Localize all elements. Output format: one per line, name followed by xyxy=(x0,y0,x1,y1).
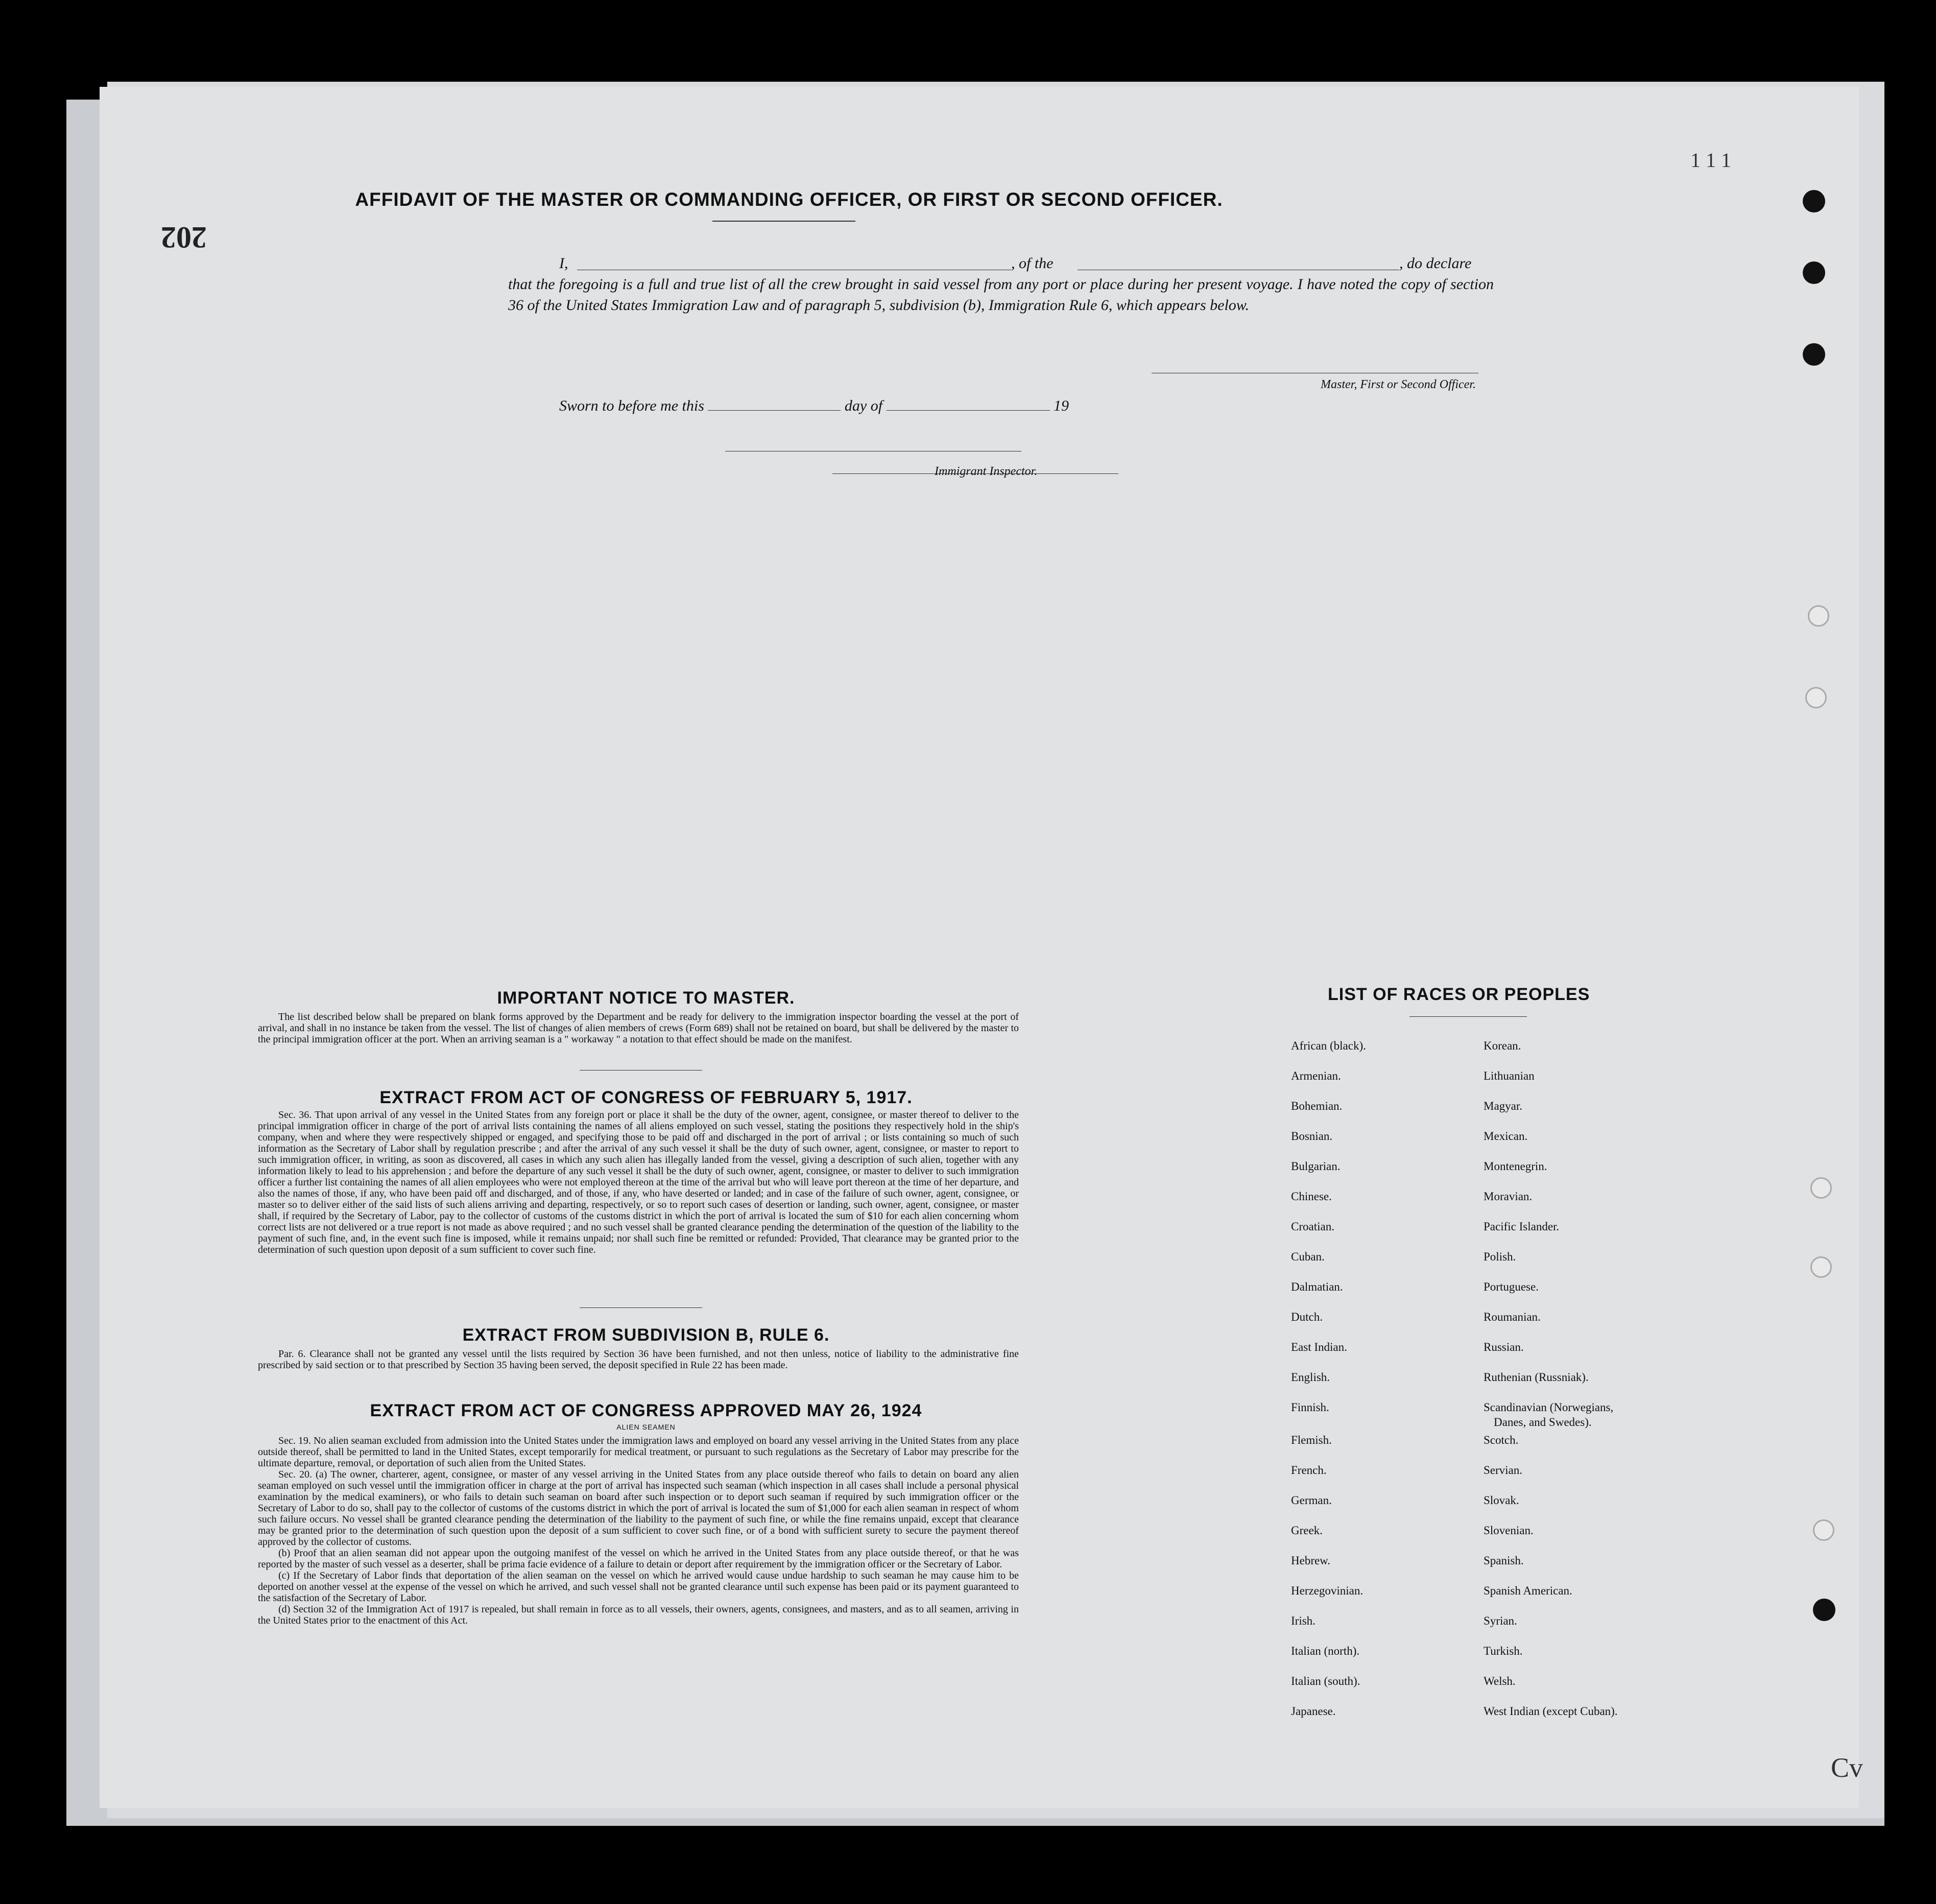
master-signature-label: Master, First or Second Officer. xyxy=(1321,378,1476,391)
race-item: Korean. xyxy=(1484,1039,1521,1052)
race-item: African (black). xyxy=(1291,1039,1366,1052)
race-item-continued: Danes, and Swedes). xyxy=(1494,1416,1592,1429)
race-item: West Indian (except Cuban). xyxy=(1484,1705,1618,1718)
extract-1924-title: EXTRACT FROM ACT OF CONGRESS APPROVED MAY 26, 1924 xyxy=(370,1401,922,1420)
race-item: Slovak. xyxy=(1484,1494,1519,1507)
binder-hole-icon xyxy=(1813,1599,1835,1621)
race-item: Roumanian. xyxy=(1484,1311,1541,1323)
race-item: Chinese. xyxy=(1291,1190,1332,1203)
alien-seamen-subtitle: ALIEN SEAMEN xyxy=(616,1423,676,1431)
race-item: English. xyxy=(1291,1371,1330,1384)
binder-hole-icon xyxy=(1808,605,1829,627)
binder-hole-icon xyxy=(1803,261,1825,284)
affidavit-i: I, xyxy=(559,255,568,272)
affidavit-statement xyxy=(508,253,1494,316)
paragraph: Sec. 20. (a) The owner, charterer, agent, consignee, or master of any vessel arriving in the United States from any place outside thereof who fails to detain on board any alien seaman employed on such vessel until the immigration officer in charge at the port of arrival has inspected such seaman (which inspection in all cases shall include a personal physical examination by the medical examiners), or who fails to detain such seaman on board after such inspection or to deport such seaman if required by such immigration officer or the Secretary of Labor to do so, shall pay to the collector of customs of the customs district in which the port of arrival is located the sum of $1,000 for each alien seaman in respect of whom such failure occurs. No vessel shall be granted clearance pending the determination of the liability to the payment of such fine, or while the fine remains unpaid, except that clearance may be granted prior to the determination of such question upon the deposit of a sum sufficient to cover such fine, or of a bond with sufficient surety to secure the payment thereof approved by the collector of customs. xyxy=(258,1469,1019,1548)
paragraph: Sec. 19. No alien seaman excluded from admission into the United States under the immigration laws and employed on board any vessel arriving in the United States from any place outside thereof, shall be permitted to land in the United States, except temporarily for medical treatment, or pursuant to such regulations as the Secretary of Labor may prescribe for the ultimate departure, removal, or deportation of such alien from the United States. xyxy=(258,1435,1019,1469)
extract-rule6-body: Par. 6. Clearance shall not be granted any vessel until the lists required by Section 36 have been furnished, and not then unless, notice of liability to the administrative fine prescribed by said section or to that prescribed by Section 35 having been served, the deposit specified in Rule 22 has been made. xyxy=(258,1348,1019,1371)
binder-hole-icon xyxy=(1810,1256,1832,1278)
paragraph: (d) Section 32 of the Immigration Act of 1917 is repealed, but shall remain in force as to all vessels, their owners, agents, consignees, and masters, and as to all seamen, arriving in the United States prior to the enactment of this Act. xyxy=(258,1604,1019,1626)
race-item: Hebrew. xyxy=(1291,1554,1331,1567)
divider xyxy=(1409,1016,1527,1017)
race-item: Bohemian. xyxy=(1291,1100,1343,1112)
race-item: Turkish. xyxy=(1484,1645,1523,1657)
extract-rule6-title: EXTRACT FROM SUBDIVISION B, RULE 6. xyxy=(462,1325,830,1345)
binder-hole-icon xyxy=(1803,343,1825,366)
race-item: Montenegrin. xyxy=(1484,1160,1547,1173)
race-item: Spanish American. xyxy=(1484,1584,1572,1597)
binder-hole-icon xyxy=(1810,1177,1832,1199)
race-item: Magyar. xyxy=(1484,1100,1523,1112)
binder-hole-icon xyxy=(1805,687,1827,708)
race-item: Cuban. xyxy=(1291,1250,1325,1263)
page-number: 202 xyxy=(161,221,207,254)
race-item: Bulgarian. xyxy=(1291,1160,1341,1173)
race-item: Spanish. xyxy=(1484,1554,1524,1567)
affidavit-title: AFFIDAVIT OF THE MASTER OR COMMANDING OFFICER, OR FIRST OR SECOND OFFICER. xyxy=(355,189,1223,210)
race-item: Greek. xyxy=(1291,1524,1323,1537)
divider xyxy=(712,221,855,222)
race-item: Croatian. xyxy=(1291,1220,1334,1233)
race-item: Moravian. xyxy=(1484,1190,1533,1203)
affidavit-declare: , do declare xyxy=(1399,255,1472,272)
race-item: Servian. xyxy=(1484,1464,1523,1477)
binder-hole-icon xyxy=(1813,1519,1834,1541)
race-item: Bosnian. xyxy=(1291,1130,1333,1143)
handwritten-marks: 1 1 1 xyxy=(1690,149,1731,172)
race-item: Slovenian. xyxy=(1484,1524,1534,1537)
race-item: Dutch. xyxy=(1291,1311,1323,1323)
race-item: Italian (north). xyxy=(1291,1645,1360,1657)
sworn-prefix: Sworn to before me this xyxy=(559,397,704,414)
race-item: Japanese. xyxy=(1291,1705,1336,1718)
notice-title: IMPORTANT NOTICE TO MASTER. xyxy=(497,988,795,1008)
month-blank xyxy=(887,410,1050,411)
extract-1924-body xyxy=(258,1435,1019,1626)
sworn-line xyxy=(559,397,1069,415)
sworn-day-of: day of xyxy=(844,397,883,414)
sworn-year: 19 xyxy=(1054,397,1069,414)
races-title: LIST OF RACES OR PEOPLES xyxy=(1328,985,1590,1004)
handwritten-corner-mark: Cv xyxy=(1831,1752,1863,1783)
affidavit-body: that the foregoing is a full and true list of all the crew brought in said vessel from any port or place during her present voyage. I have noted the copy of section 36 of the United States Immigration Law and of paragraph 5, subdivision (b), Immigration Rule 6, which appears below. xyxy=(508,276,1494,314)
race-item: Flemish. xyxy=(1291,1434,1332,1446)
race-item: Finnish. xyxy=(1291,1401,1329,1414)
paragraph: (b) Proof that an alien seaman did not appear upon the outgoing manifest of the vessel on which he arrived in the United States from any place outside thereof, or that he was reported by the master of such vessel as a deserter, shall be prima facie evidence of a failure to detain or deport after requirement by the immigration officer or the Secretary of Labor. xyxy=(258,1548,1019,1570)
race-item: Polish. xyxy=(1484,1250,1516,1263)
race-item: Welsh. xyxy=(1484,1675,1516,1687)
race-item: French. xyxy=(1291,1464,1327,1477)
race-item: Herzegovinian. xyxy=(1291,1584,1364,1597)
race-item: Russian. xyxy=(1484,1341,1524,1353)
race-item: German. xyxy=(1291,1494,1332,1507)
paragraph: (c) If the Secretary of Labor finds that deportation of the alien seaman on the vessel on which he arrived would cause undue hardship to such seaman he may cause him to be deported on another vessel at the expense of the vessel on which he arrived, and such vessel shall not be granted clearance until such expense has been paid or its payment guaranteed to the satisfaction of the Secretary of Labor. xyxy=(258,1570,1019,1604)
race-item: Scandinavian (Norwegians, xyxy=(1484,1401,1614,1414)
day-blank xyxy=(708,410,841,411)
race-item: Syrian. xyxy=(1484,1614,1517,1627)
binder-hole-icon xyxy=(1803,190,1825,212)
inspector-label: Immigrant Inspector. xyxy=(935,465,1038,478)
race-item: Dalmatian. xyxy=(1291,1280,1343,1293)
race-item: East Indian. xyxy=(1291,1341,1347,1353)
race-item: Ruthenian (Russniak). xyxy=(1484,1371,1589,1384)
extract-1917-title: EXTRACT FROM ACT OF CONGRESS OF FEBRUARY 5, 1917. xyxy=(379,1088,913,1107)
notice-body: The list described below shall be prepared on blank forms approved by the Department and be ready for delivery to the immigration inspector boarding the vessel at the port of arrival, and shall in no instance be taken from the vessel. The list of changes of alien members of crews (Form 689) shall not be retained on board, but shall be delivered by the master to the principal immigration officer at the port. When an arriving seaman is a " workaway " a notation to that effect should be made on the manifest. xyxy=(258,1011,1019,1045)
race-item: Pacific Islander. xyxy=(1484,1220,1560,1233)
race-item: Mexican. xyxy=(1484,1130,1528,1143)
affidavit-of-the: , of the xyxy=(1011,255,1054,272)
extract-1917-body: Sec. 36. That upon arrival of any vessel in the United States from any foreign port or place it shall be the duty of the owner, agent, consignee, or master thereof to deliver to the principal immigration officer in charge of the port of arrival lists containing the names of all aliens employed on such vessel, stating the positions they respectively hold in the ship's company, when and where they were respectively shipped or engaged, and specifying those to be paid off and discharged in the port of arrival ; or lists containing so much of such information as the Secretary of Labor shall by regulation prescribe ; and after the arrival of any such vessel it shall be the duty of such owner, agent, consignee, or master to report to such immigration officer, in writing, as soon as discovered, all cases in which any such alien has illegally landed from the vessel, giving a description of such alien, together with any information likely to lead to his apprehension ; and before the departure of any such vessel it shall be the duty of such owner, agent, consignee, or master to deliver to such immigration officer a further list containing the names of all alien employees who were not employed thereon at the time of the arrival but who will leave port thereon at the time of her departure, and also the names of those, if any, who have been paid off and discharged, and of those, if any, who have deserted or landed; and in case of the failure of such owner, agent, consignee, or master so to deliver either of the said lists of such aliens arriving and departing, respectively, or so to report such cases of desertion or landing, such owner, agent, consignee, or master shall, if required by the Secretary of Labor, pay to the collector of customs of the customs district in which the port of arrival is located the sum of $10 for each alien concerning whom correct lists are not delivered or a true report is not made as above required ; and no such vessel shall be granted clearance pending the determination of the question of the liability to the payment of such fine, and, in the event such fine is imposed, while it remains unpaid; nor shall such fine be remitted or refunded: Provided, That clearance may be granted prior to the determination of such question upon deposit of a sum sufficient to cover such fine. xyxy=(258,1109,1019,1255)
race-item: Portuguese. xyxy=(1484,1280,1539,1293)
race-item: Irish. xyxy=(1291,1614,1316,1627)
race-item: Italian (south). xyxy=(1291,1675,1360,1687)
race-item: Scotch. xyxy=(1484,1434,1519,1446)
race-item: Armenian. xyxy=(1291,1069,1341,1082)
race-item: Lithuanian xyxy=(1484,1069,1535,1082)
divider xyxy=(580,1307,702,1308)
